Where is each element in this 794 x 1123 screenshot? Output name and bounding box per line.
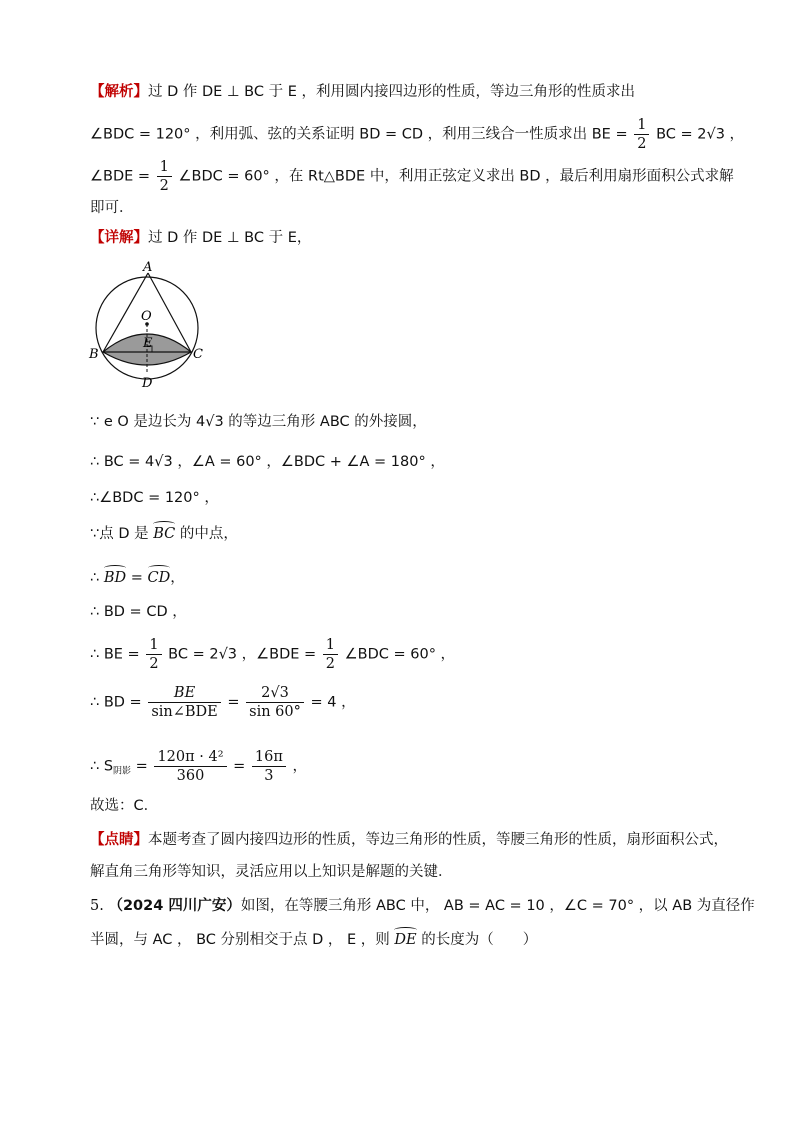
step-7-text-b: BC = 2√3 ，∠BDE =: [168, 646, 317, 663]
step-7-text-c: ∠BDC = 60° ，: [344, 646, 456, 663]
label-b: B: [89, 347, 99, 362]
analysis-line-3: [90, 158, 734, 195]
frac-num: 1: [634, 116, 649, 135]
arc-cd: CD: [147, 570, 171, 586]
step-4: [90, 524, 238, 544]
step-9-text-a: ∴ S: [90, 758, 114, 775]
step-3-text: ∴∠BDC = 120° ，: [90, 490, 219, 506]
question-number: 5.: [90, 898, 104, 914]
arc-bd: BD: [103, 570, 127, 586]
fraction-half: [634, 116, 649, 153]
frac-den: 360: [176, 768, 205, 784]
analysis-text-3b: ∠BDC = 60° ，在 Rt△BDE 中，利用正弦定义求出 BD ，最后利用扇形面积公式求解: [178, 168, 734, 185]
step-2-text: ∴ BC = 4√3 ，∠A = 60° ，∠BDC + ∠A = 180° ，: [90, 454, 445, 470]
choice-text: 故选：C．: [90, 798, 159, 814]
step-5: [90, 568, 185, 588]
step-9-end: ，: [292, 758, 307, 775]
frac-num: 120π · 4²: [154, 748, 226, 767]
question-5-line-2: [90, 930, 537, 950]
step-4-text-b: 的中点，: [179, 526, 238, 542]
comment-tag: 【点睛】: [90, 832, 148, 848]
frac-den: sin∠BDE: [151, 704, 218, 720]
fraction-area: [154, 748, 226, 785]
step-1: [90, 412, 427, 432]
frac-den: 2: [149, 656, 159, 672]
detail-text-1: 过 D 作 DE ⊥ BC 于 E，: [148, 230, 312, 246]
question-5-text-1: 如图，在等腰三角形 ABC 中， AB = AC = 10 ，∠C = 70° ，以 AB 为直径作: [240, 898, 755, 914]
comment-line-1: [90, 830, 728, 850]
step-1-text: ∵ e O 是边长为 4√3 的等边三角形 ABC 的外接圆，: [90, 414, 427, 430]
frac-num: 16π: [252, 748, 286, 767]
fraction-be: [148, 684, 220, 721]
comment-text-2: 解直角三角形等知识，灵活应用以上知识是解题的关键．: [90, 864, 453, 880]
frac-den: 2: [159, 178, 169, 194]
frac-num: 1: [146, 636, 161, 655]
geometry-figure: [88, 256, 218, 396]
frac-num: BE: [148, 684, 220, 703]
equals-sign: =: [131, 758, 148, 775]
choice-line: [90, 796, 158, 816]
frac-num: 1: [157, 158, 172, 177]
step-7: [90, 636, 455, 673]
subscript-shaded: 阴影: [113, 766, 132, 777]
analysis-tag: 【解析】: [90, 84, 148, 100]
arc-bc: BC: [153, 526, 176, 542]
step-6-text: ∴ BD = CD ，: [90, 604, 187, 620]
fraction-half: [323, 636, 338, 673]
fraction-sin: [246, 684, 304, 721]
label-d: D: [142, 376, 153, 391]
analysis-text-3a: ∠BDE =: [90, 168, 151, 185]
step-3: [90, 488, 219, 508]
fraction-result: [252, 748, 286, 785]
analysis-text-2a: ∠BDC = 120° ，利用弧、弦的关系证明 BD = CD ，利用三线合一性质求出 BE =: [90, 126, 628, 143]
equals-sign: =: [227, 694, 240, 711]
step-5-end: ，: [170, 570, 185, 586]
frac-den: 2: [637, 136, 647, 152]
label-e: E: [143, 336, 153, 351]
question-source: （2024 四川广安）: [108, 898, 241, 914]
frac-den: 2: [325, 656, 336, 672]
analysis-line-4: [90, 198, 134, 218]
analysis-text-4: 即可．: [90, 200, 134, 216]
step-6: [90, 602, 187, 622]
fraction-half: [157, 158, 172, 195]
step-2: [90, 452, 445, 472]
arc-de: DE: [394, 932, 417, 948]
equals-sign: =: [126, 570, 148, 586]
analysis-text-2b: BC = 2√3 ，: [656, 126, 745, 143]
therefore-symbol: ∴: [90, 570, 104, 586]
frac-num: 1: [323, 636, 338, 655]
label-o: O: [141, 309, 152, 324]
step-9: [90, 748, 307, 785]
detail-tag: 【详解】: [90, 230, 148, 246]
comment-text-1: 本题考查了圆内接四边形的性质，等边三角形的性质，等腰三角形的性质，扇形面积公式，: [148, 832, 728, 848]
step-7-text-a: ∴ BE =: [90, 646, 140, 663]
fraction-half: [146, 636, 161, 673]
step-8: [90, 684, 356, 721]
step-4-text-a: ∵点 D 是: [90, 526, 149, 542]
question-5-line-1: [90, 896, 755, 916]
step-8-text-a: ∴ BD =: [90, 694, 142, 711]
comment-line-2: [90, 862, 453, 882]
label-c: C: [193, 347, 203, 362]
question-5-text-2b: 的长度为（ ）: [421, 932, 538, 948]
frac-den: sin 60°: [249, 704, 301, 720]
analysis-line-2: [90, 116, 744, 153]
analysis-text-1: 过 D 作 DE ⊥ BC 于 E ，利用圆内接四边形的性质，等边三角形的性质求出: [148, 84, 635, 100]
question-5-text-2a: 半圆，与 AC ， BC 分别相交于点 D ， E ，则: [90, 932, 390, 948]
step-8-end: = 4 ，: [310, 694, 356, 711]
frac-den: 3: [264, 768, 274, 784]
detail-line-1: [90, 228, 311, 248]
equals-sign: =: [233, 758, 246, 775]
frac-num: 2√3: [246, 684, 304, 703]
label-a: A: [143, 260, 153, 275]
analysis-line-1: [90, 82, 635, 102]
